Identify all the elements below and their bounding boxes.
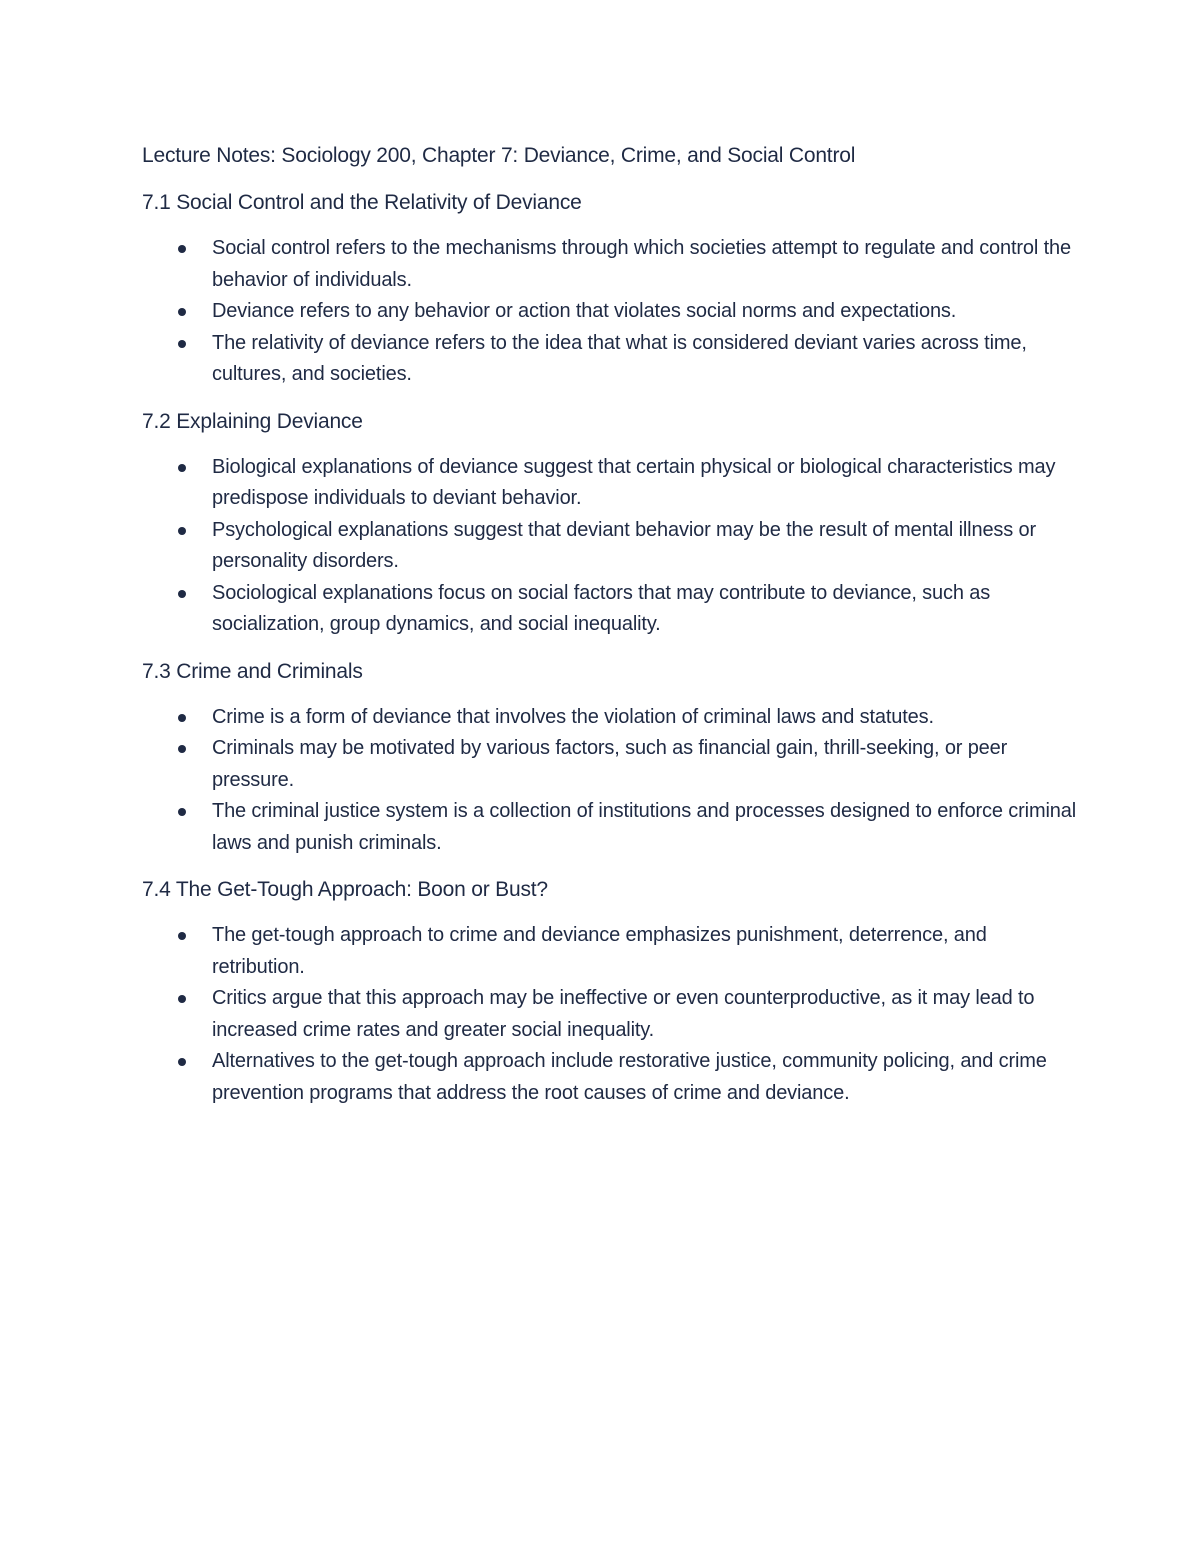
list-item-text: Deviance refers to any behavior or action that violates social norms and expectations. (212, 300, 957, 322)
list-item (142, 1046, 1082, 1109)
list-item-text: Social control refers to the mechanisms through which societies attempt to regulate and control the behavior of individuals. (212, 237, 1071, 291)
bullet-icon (178, 308, 186, 316)
document-page (142, 140, 1082, 1124)
bullet-icon (178, 932, 186, 940)
bullet-icon (178, 714, 186, 722)
bullet-list-7-2 (142, 452, 1082, 641)
list-item-text: The criminal justice system is a collection of institutions and processes designed to enforce criminal laws and punish criminals. (212, 800, 1076, 854)
bullet-icon (178, 1058, 186, 1066)
list-item-text: The get-tough approach to crime and deviance emphasizes punishment, deterrence, and retribution. (212, 924, 987, 978)
bullet-icon (178, 464, 186, 472)
list-item (142, 233, 1082, 296)
list-item-text: Alternatives to the get-tough approach include restorative justice, community policing, and crime prevention programs that address the root causes of crime and deviance. (212, 1050, 1047, 1104)
list-item (142, 296, 1082, 328)
bullet-icon (178, 245, 186, 253)
bullet-icon (178, 745, 186, 753)
document-title: Lecture Notes: Sociology 200, Chapter 7: Deviance, Crime, and Social Control (142, 144, 856, 167)
list-item-text: Psychological explanations suggest that deviant behavior may be the result of mental illness or personality disorders. (212, 518, 1037, 572)
list-item (142, 328, 1082, 391)
list-item (142, 920, 1082, 983)
bullet-icon (178, 995, 186, 1003)
section-heading-7-3: 7.3 Crime and Criminals (142, 659, 363, 683)
bullet-list-7-3 (142, 702, 1082, 860)
section-heading-7-4: 7.4 The Get-Tough Approach: Boon or Bust? (142, 878, 548, 901)
bullet-icon (178, 340, 186, 348)
list-item-text: Sociological explanations focus on social factors that may contribute to deviance, such as socialization, group dynamics, and social inequality. (212, 581, 991, 635)
section-heading-7-2: 7.2 Explaining Deviance (142, 409, 363, 433)
bullet-icon (178, 527, 186, 535)
list-item-text: Critics argue that this approach may be ineffective or even counterproductive, as it may lead to increased crime rates and greater social inequality. (212, 987, 1035, 1041)
list-item (142, 796, 1082, 859)
section-heading-7-1: 7.1 Social Control and the Relativity of Deviance (142, 191, 582, 214)
list-item (142, 578, 1082, 641)
list-item (142, 983, 1082, 1046)
bullet-icon (178, 590, 186, 598)
list-item (142, 515, 1082, 578)
list-item-text: The relativity of deviance refers to the idea that what is considered deviant varies across time, cultures, and societies. (212, 331, 1027, 385)
bullet-list-7-4 (142, 920, 1082, 1109)
list-item-text: Crime is a form of deviance that involves the violation of criminal laws and statutes. (212, 705, 934, 728)
list-item-text: Criminals may be motivated by various factors, such as financial gain, thrill-seeking, or peer pressure. (212, 737, 1008, 791)
list-item (142, 702, 1082, 734)
list-item-text: Biological explanations of deviance suggest that certain physical or biological characteristics may predispose individuals to deviant behavior. (212, 455, 1056, 509)
bullet-list-7-1 (142, 233, 1082, 391)
bullet-icon (178, 808, 186, 816)
list-item (142, 452, 1082, 515)
list-item (142, 733, 1082, 796)
